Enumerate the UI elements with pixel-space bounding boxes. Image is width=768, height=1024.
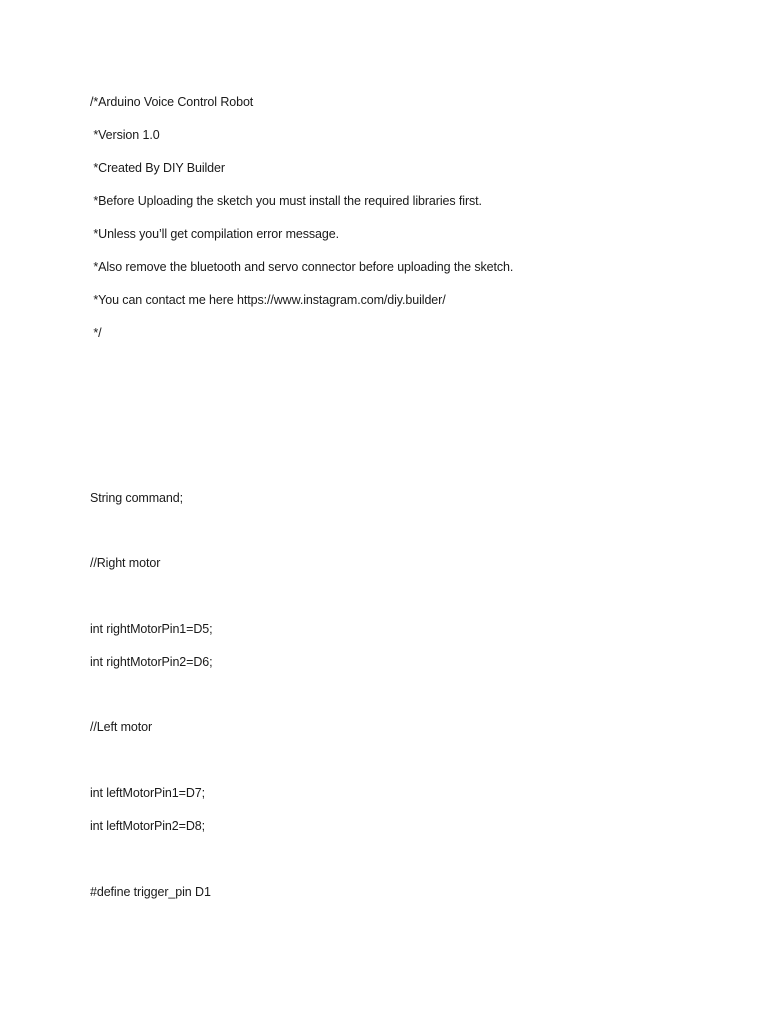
comment-line-author: *Created By DIY Builder [90, 161, 225, 175]
code-line-left-motor: //Left motor [90, 720, 153, 734]
code-line-right-motor: //Right motor [90, 556, 161, 570]
comment-line-error: *Unless you’ll get compilation error message. [90, 227, 339, 241]
code-line-define-trigger: #define trigger_pin D1 [90, 885, 211, 899]
code-line-right-motor-pin2: int rightMotorPin2=D6; [90, 655, 213, 669]
comment-line-version: *Version 1.0 [90, 128, 160, 142]
code-line-string-command: String command; [90, 491, 183, 505]
code-line-left-motor-pin1: int leftMotorPin1=D7; [90, 786, 205, 800]
comment-line-contact: *You can contact me here https://www.instagram.com/diy.builder/ [90, 293, 446, 307]
comment-line-title: /*Arduino Voice Control Robot [90, 95, 254, 109]
comment-line-libraries: *Before Uploading the sketch you must install the required libraries first. [90, 194, 482, 208]
comment-line-end: */ [90, 326, 102, 340]
code-line-left-motor-pin2: int leftMotorPin2=D8; [90, 819, 205, 833]
code-line-right-motor-pin1: int rightMotorPin1=D5; [90, 622, 213, 636]
comment-line-connector: *Also remove the bluetooth and servo connector before uploading the sketch. [90, 260, 514, 274]
